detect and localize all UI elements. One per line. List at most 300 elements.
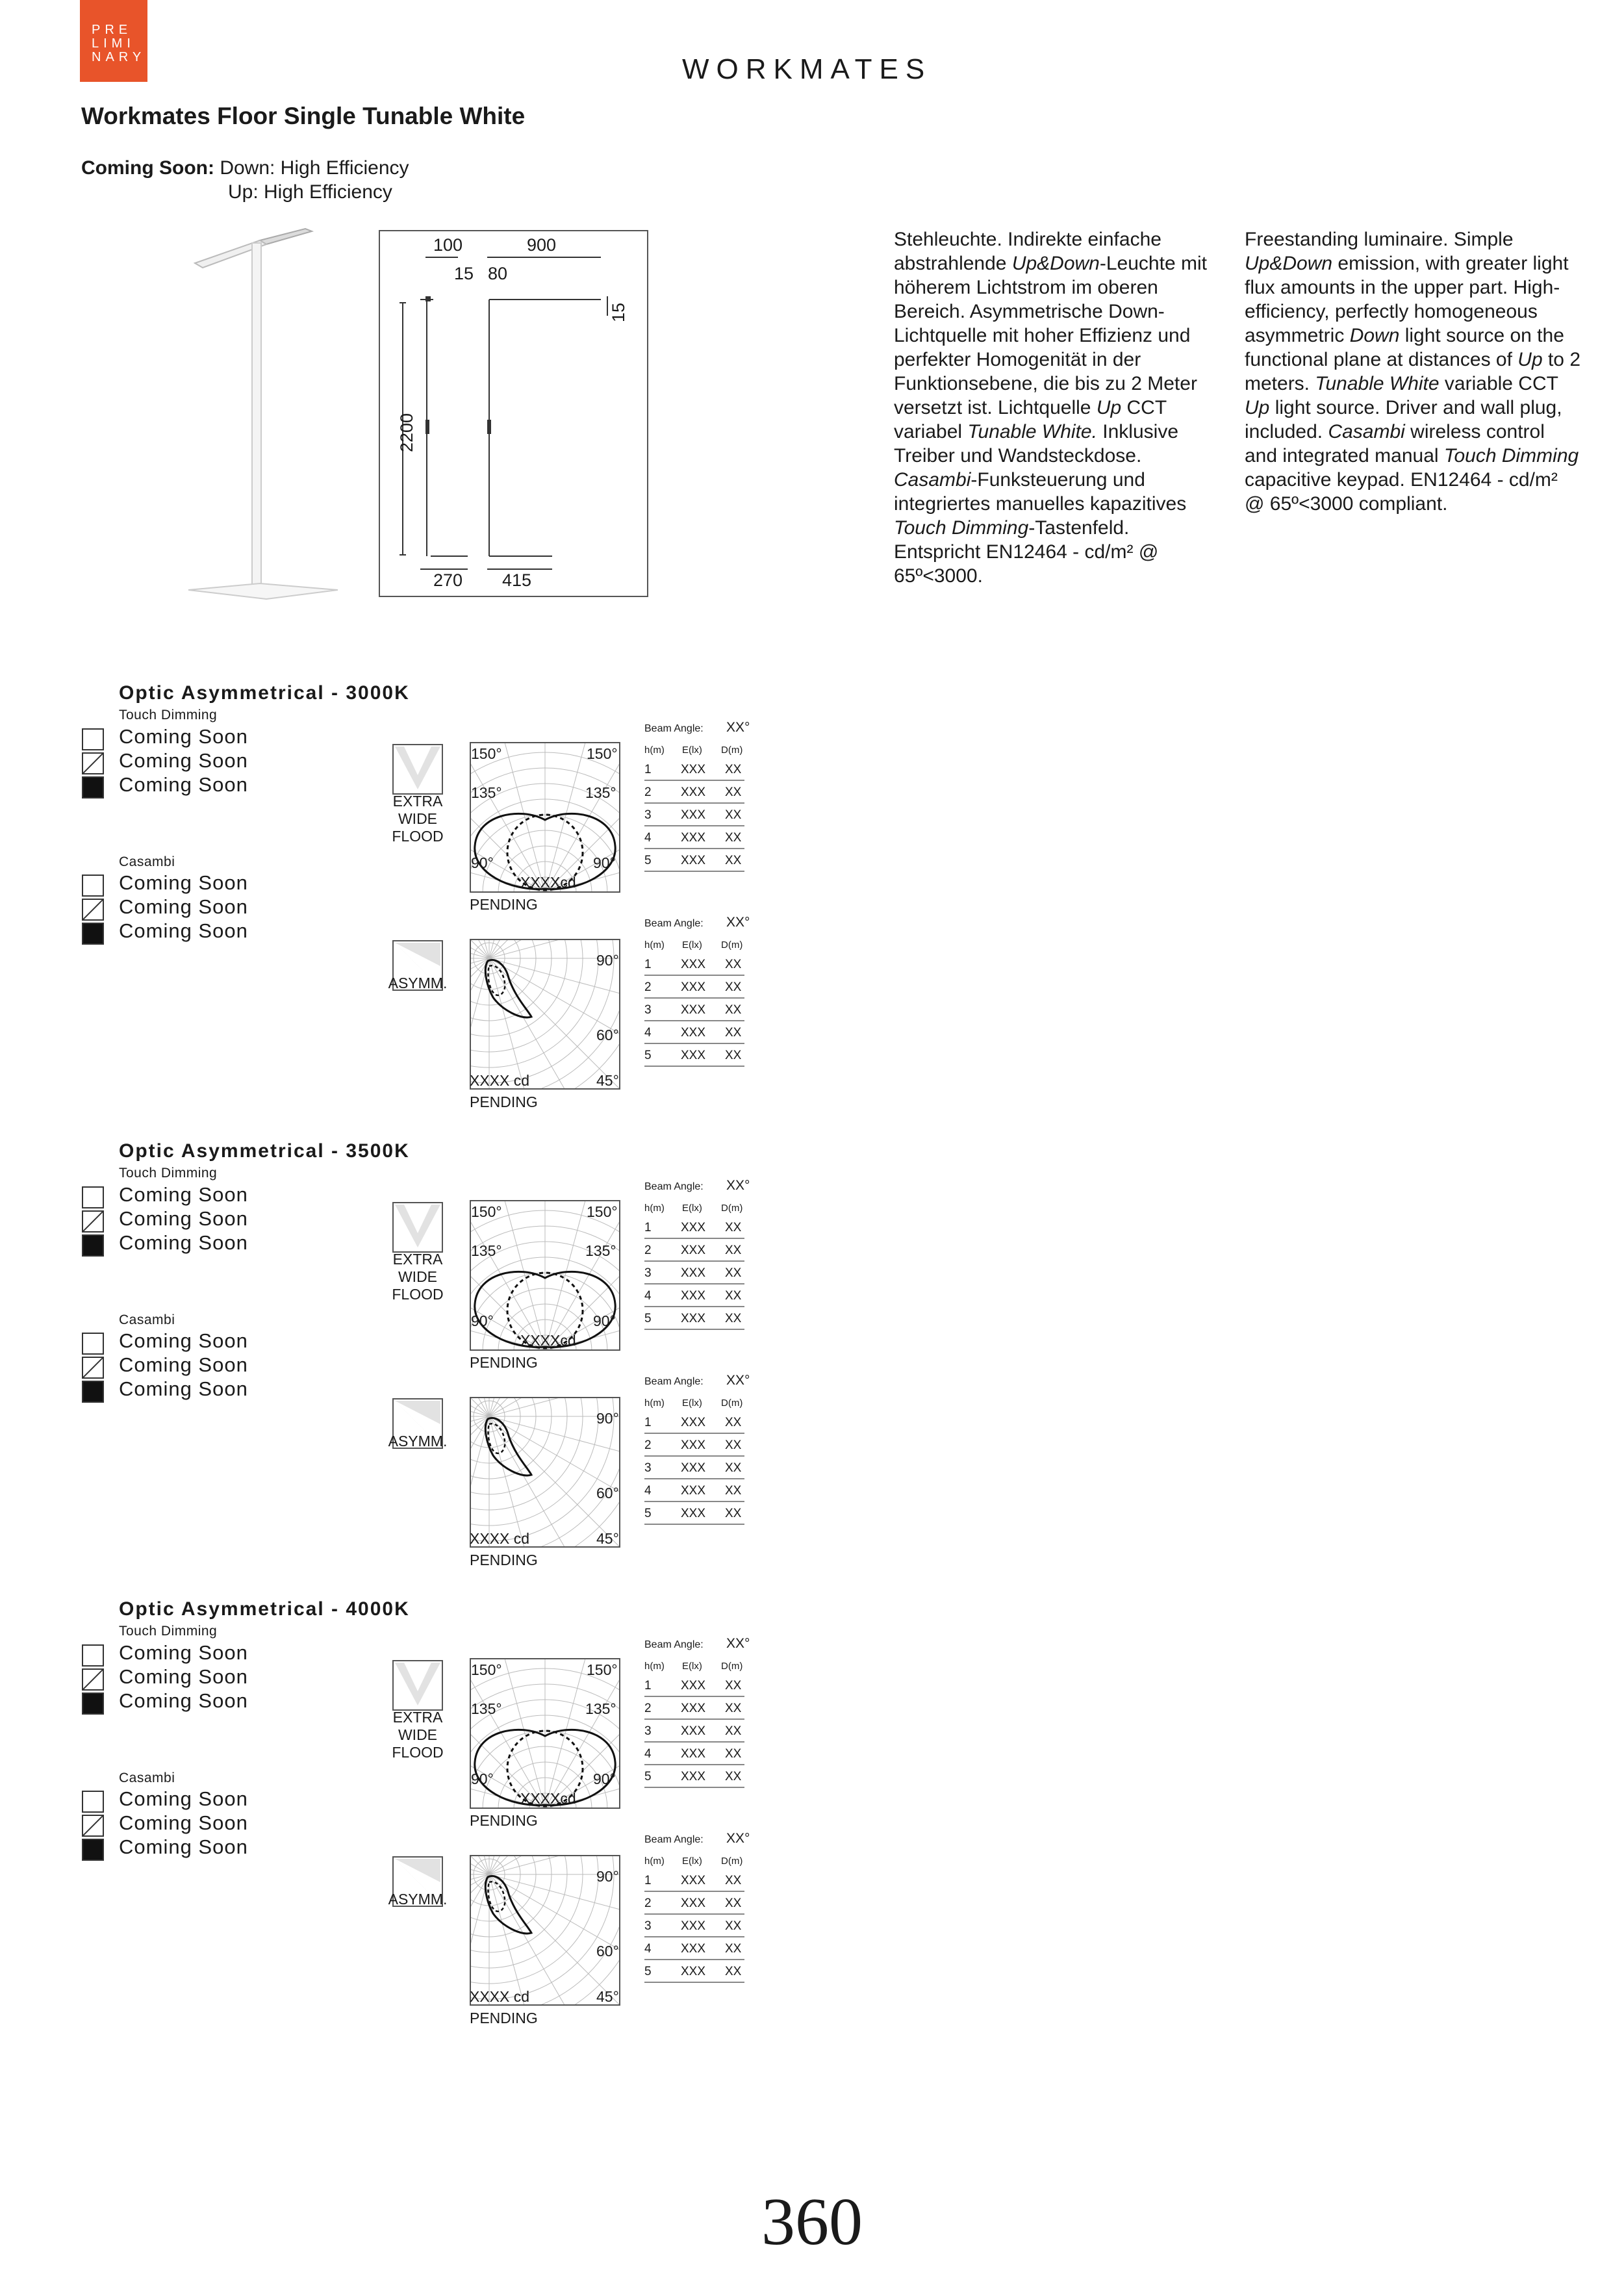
table-cell: 1 bbox=[644, 958, 652, 971]
table-header-cell: D(m) bbox=[721, 1398, 743, 1409]
table-cell: 3 bbox=[644, 1724, 652, 1738]
table-cell: XX bbox=[725, 831, 742, 845]
polar-angle-label: 150° bbox=[587, 745, 618, 762]
description-run: Down bbox=[1349, 325, 1400, 346]
page-title: Workmates Floor Single Tunable White bbox=[81, 103, 526, 129]
table-cell: XXX bbox=[681, 808, 706, 822]
table-cell: XXX bbox=[681, 1770, 706, 1783]
casambi-label: Casambi bbox=[119, 1312, 175, 1327]
table-header-cell: E(lx) bbox=[682, 745, 702, 756]
option-label: Coming Soon bbox=[119, 1787, 248, 1810]
table-row bbox=[644, 1722, 744, 1743]
table-cell: XX bbox=[725, 1484, 742, 1498]
description-run: Stehleuchte. Indirekte einfache bbox=[894, 229, 1161, 250]
page-number: 360 bbox=[761, 2184, 863, 2259]
table-cell: XX bbox=[725, 854, 742, 867]
option-label: Coming Soon bbox=[119, 1353, 248, 1376]
touch-dimming-label: Touch Dimming bbox=[119, 1624, 218, 1639]
polar-angle-label: 60° bbox=[596, 1027, 619, 1043]
option-square-filled bbox=[82, 1381, 104, 1403]
table-header-cell: D(m) bbox=[721, 745, 743, 756]
polar-angle-label: 60° bbox=[596, 1943, 619, 1960]
pending-label: PENDING bbox=[470, 2010, 538, 2026]
polar-angle-label: 135° bbox=[585, 1242, 616, 1259]
coming-soon-up: Up: High Efficiency bbox=[228, 181, 392, 203]
polar-angle-label: 150° bbox=[471, 1203, 502, 1220]
description-run: CCT variabel bbox=[894, 397, 1167, 442]
table-cell: XXX bbox=[681, 1003, 706, 1017]
option-square-filled bbox=[82, 1234, 104, 1257]
table-cell: XXX bbox=[681, 1244, 706, 1257]
coming-soon-label: Coming Soon: bbox=[81, 157, 214, 179]
option-square-empty bbox=[82, 728, 104, 750]
option-square-empty bbox=[82, 1333, 104, 1355]
table-header bbox=[644, 745, 744, 758]
polar-angle-label: 90° bbox=[596, 952, 619, 969]
table-cell: 2 bbox=[644, 980, 652, 994]
table-row bbox=[644, 1894, 744, 1915]
table-cell: 4 bbox=[644, 1484, 652, 1498]
option-label: Coming Soon bbox=[119, 1811, 248, 1834]
pending-label: PENDING bbox=[470, 896, 538, 913]
table-cell: XXX bbox=[681, 1897, 706, 1910]
pending-label: PENDING bbox=[470, 1552, 538, 1568]
description-run: Freestanding luminaire. Simple bbox=[1245, 229, 1514, 250]
table-cell: 1 bbox=[644, 1679, 652, 1693]
candela-label: XXXX cd bbox=[470, 1988, 530, 2005]
description-run: Tunable White. bbox=[967, 421, 1097, 442]
optic-label-line: WIDE bbox=[398, 1268, 438, 1285]
table-row bbox=[644, 1481, 744, 1502]
dimension-drawing bbox=[379, 230, 648, 597]
diagonal-mark bbox=[83, 1358, 103, 1377]
beam-angle-value: XX° bbox=[726, 1831, 750, 1846]
table-row bbox=[644, 828, 744, 849]
candela-label: XXXXcd bbox=[520, 1790, 576, 1807]
diagonal-mark bbox=[83, 900, 103, 919]
option-label: Coming Soon bbox=[119, 773, 248, 796]
option-square-empty bbox=[82, 1791, 104, 1813]
description-run: light source on the functional plane at distances of bbox=[1245, 325, 1564, 370]
description-run: variable CCT bbox=[1439, 373, 1558, 394]
description-run: emission, with greater light flux amounts in the upper part. High-efficiency, perfectly homogeneous asymmetric bbox=[1245, 253, 1569, 346]
table-row bbox=[644, 955, 744, 976]
polar-angle-label: 135° bbox=[585, 1700, 616, 1717]
table-row bbox=[644, 978, 744, 999]
table-cell: 4 bbox=[644, 1289, 652, 1303]
description-german bbox=[894, 227, 1219, 588]
option-label: Coming Soon bbox=[119, 1641, 248, 1664]
table-cell: XX bbox=[725, 1942, 742, 1956]
table-cell: 5 bbox=[644, 1770, 652, 1783]
table-cell: XX bbox=[725, 1679, 742, 1693]
polar-angle-label: 90° bbox=[471, 1770, 494, 1787]
description-run: mit höherem Lichtstrom im oberen Bereich. Asymmetrische Down-Lichtquelle mit hoher Effizienz und perfekter Homogenität in der Funktionsebene, die bis zu 2 Meter versetzt ist. Lichtquelle bbox=[894, 253, 1207, 418]
candela-label: XXXXcd bbox=[520, 874, 576, 891]
table-cell: XX bbox=[725, 1965, 742, 1978]
option-label: Coming Soon bbox=[119, 1207, 248, 1230]
polar-angle-label: 90° bbox=[471, 854, 494, 871]
beam-angle-value: XX° bbox=[726, 1178, 750, 1193]
description-run: -Leuchte bbox=[1099, 253, 1181, 274]
table-header bbox=[644, 1203, 744, 1216]
table-cell: 5 bbox=[644, 1049, 652, 1062]
dim-15-side: 15 bbox=[609, 302, 628, 322]
diagonal-mark bbox=[83, 1212, 103, 1231]
table-cell: XX bbox=[725, 1770, 742, 1783]
dim-900: 900 bbox=[527, 235, 557, 255]
dim-270: 270 bbox=[433, 570, 463, 590]
description-run: Up bbox=[1517, 349, 1543, 370]
option-square-empty bbox=[82, 1644, 104, 1667]
table-row bbox=[644, 1309, 744, 1330]
table-cell: XXX bbox=[681, 1679, 706, 1693]
table-header-cell: E(lx) bbox=[682, 1661, 702, 1672]
polar-angle-label: 90° bbox=[596, 1410, 619, 1427]
option-square-diagonal bbox=[82, 752, 104, 774]
table-cell: XX bbox=[725, 1702, 742, 1715]
option-square-diagonal bbox=[82, 899, 104, 921]
beam-angle-label: Beam Angle: bbox=[644, 1639, 704, 1650]
touch-dimming-label: Touch Dimming bbox=[119, 1166, 218, 1181]
candela-label: XXXX cd bbox=[470, 1530, 530, 1547]
table-cell: 4 bbox=[644, 831, 652, 845]
beam-angle-label: Beam Angle: bbox=[644, 1181, 704, 1192]
option-label: Coming Soon bbox=[119, 1231, 248, 1254]
table-cell: 4 bbox=[644, 1747, 652, 1761]
table-cell: 3 bbox=[644, 808, 652, 822]
beam-angle-value: XX° bbox=[726, 1636, 750, 1651]
table-cell: XXX bbox=[681, 786, 706, 799]
preliminary-badge bbox=[80, 0, 147, 82]
description-run: Tunable White bbox=[1315, 373, 1440, 394]
asymm-label: ASYMM. bbox=[388, 1433, 448, 1450]
description-english bbox=[1245, 227, 1582, 516]
table-cell: XX bbox=[725, 1244, 742, 1257]
dimension-lines bbox=[380, 231, 647, 596]
table-row bbox=[644, 1871, 744, 1892]
description-run: wireless control and integrated manual bbox=[1245, 421, 1545, 466]
table-row bbox=[644, 1939, 744, 1960]
table-cell: 2 bbox=[644, 1702, 652, 1715]
description-run: Touch Dimming bbox=[1443, 445, 1579, 466]
table-cell: XXX bbox=[681, 1942, 706, 1956]
table-header-cell: D(m) bbox=[721, 939, 743, 951]
diagonal-mark bbox=[83, 754, 103, 773]
table-cell: XX bbox=[725, 1919, 742, 1933]
table-cell: XX bbox=[725, 763, 742, 776]
optic-label-line: EXTRA bbox=[392, 1251, 443, 1268]
polar-angle-label: 150° bbox=[587, 1661, 618, 1678]
table-cell: XXX bbox=[681, 831, 706, 845]
table-cell: XXX bbox=[681, 1724, 706, 1738]
touch-dimming-label: Touch Dimming bbox=[119, 708, 218, 722]
table-cell: XX bbox=[725, 1266, 742, 1280]
table-cell: XX bbox=[725, 1897, 742, 1910]
table-row bbox=[644, 1046, 744, 1067]
table-cell: XX bbox=[725, 786, 742, 799]
table-cell: XX bbox=[725, 808, 742, 822]
asymm-label: ASYMM. bbox=[388, 975, 448, 991]
table-row bbox=[644, 1962, 744, 1983]
optic-label-line: WIDE bbox=[398, 810, 438, 827]
polar-angle-label: 45° bbox=[596, 1988, 619, 2005]
asymm-label: ASYMM. bbox=[388, 1891, 448, 1908]
dim-415: 415 bbox=[502, 570, 532, 590]
table-header-cell: h(m) bbox=[644, 1856, 665, 1867]
table-header-cell: E(lx) bbox=[682, 939, 702, 951]
beam-angle-value: XX° bbox=[726, 720, 750, 735]
description-run: Up&Down bbox=[1011, 253, 1100, 274]
pending-label: PENDING bbox=[470, 1093, 538, 1110]
table-header-cell: D(m) bbox=[721, 1661, 743, 1672]
option-square-filled bbox=[82, 1693, 104, 1715]
table-cell: 3 bbox=[644, 1003, 652, 1017]
description-run: Up bbox=[1096, 397, 1122, 418]
beam-angle-label: Beam Angle: bbox=[644, 723, 704, 734]
table-header bbox=[644, 1398, 744, 1411]
table-cell: XX bbox=[725, 958, 742, 971]
polar-angle-label: 60° bbox=[596, 1485, 619, 1501]
table-header bbox=[644, 1661, 744, 1674]
table-cell: XXX bbox=[681, 1874, 706, 1887]
table-cell: XX bbox=[725, 1221, 742, 1234]
option-label: Coming Soon bbox=[119, 895, 248, 918]
option-square-diagonal bbox=[82, 1668, 104, 1691]
description-run: -Tastenfeld. Entspricht EN12464 - cd/m² @ 65º<3000. bbox=[894, 517, 1159, 587]
dim-80: 80 bbox=[488, 264, 508, 283]
table-row bbox=[644, 1676, 744, 1697]
table-cell: XXX bbox=[681, 1919, 706, 1933]
table-header-cell: h(m) bbox=[644, 1203, 665, 1214]
table-cell: XX bbox=[725, 1747, 742, 1761]
table-row bbox=[644, 1413, 744, 1434]
section-title: Optic Asymmetrical - 4000K bbox=[119, 1598, 410, 1620]
optic-label-line: WIDE bbox=[398, 1726, 438, 1743]
polar-angle-label: 90° bbox=[593, 854, 616, 871]
table-cell: XX bbox=[725, 1416, 742, 1429]
table-cell: XXX bbox=[681, 1747, 706, 1761]
table-row bbox=[644, 1436, 744, 1457]
table-cell: XXX bbox=[681, 1416, 706, 1429]
table-cell: 5 bbox=[644, 1312, 652, 1325]
description-run: -Funksteuerung und integriertes manuelles kapazitives bbox=[894, 469, 1187, 515]
table-row bbox=[644, 760, 744, 781]
option-square-filled bbox=[82, 776, 104, 798]
table-cell: XX bbox=[725, 1724, 742, 1738]
table-cell: 3 bbox=[644, 1461, 652, 1475]
description-run: Casambi bbox=[1328, 421, 1405, 442]
description-run: capacitive keypad. EN12464 - cd/m² @ 65º<3000 compliant. bbox=[1245, 469, 1558, 515]
section-title: Optic Asymmetrical - 3500K bbox=[119, 1140, 410, 1162]
dim-100: 100 bbox=[433, 235, 463, 255]
table-header bbox=[644, 939, 744, 952]
table-cell: 1 bbox=[644, 1221, 652, 1234]
polar-angle-label: 45° bbox=[596, 1530, 619, 1547]
coming-soon-down: Down: High Efficiency bbox=[220, 157, 409, 179]
table-cell: XX bbox=[725, 1026, 742, 1040]
table-header-cell: D(m) bbox=[721, 1203, 743, 1214]
description-run: light source. Driver and wall plug, included. bbox=[1245, 397, 1562, 442]
table-cell: XXX bbox=[681, 1461, 706, 1475]
table-header-cell: E(lx) bbox=[682, 1203, 702, 1214]
extra-wide-flood-label bbox=[382, 1709, 453, 1761]
optic-label-line: FLOOD bbox=[392, 1286, 444, 1303]
polar-angle-label: 150° bbox=[471, 1661, 502, 1678]
table-cell: 3 bbox=[644, 1266, 652, 1280]
option-square-diagonal bbox=[82, 1815, 104, 1837]
beam-angle-value: XX° bbox=[726, 915, 750, 930]
table-cell: XXX bbox=[681, 854, 706, 867]
table-cell: XXX bbox=[681, 1484, 706, 1498]
table-cell: XXX bbox=[681, 1438, 706, 1452]
polar-angle-label: 90° bbox=[596, 1868, 619, 1885]
badge-line-1: PRE bbox=[92, 23, 133, 37]
option-label: Coming Soon bbox=[119, 871, 248, 894]
candela-label: XXXX cd bbox=[470, 1072, 530, 1089]
table-cell: XXX bbox=[681, 958, 706, 971]
polar-angle-label: 45° bbox=[596, 1072, 619, 1089]
badge-line-2: LIMI bbox=[92, 36, 135, 51]
table-cell: XX bbox=[725, 1003, 742, 1017]
table-row bbox=[644, 1744, 744, 1765]
option-label: Coming Soon bbox=[119, 1183, 248, 1206]
table-row bbox=[644, 806, 744, 826]
table-cell: 1 bbox=[644, 763, 652, 776]
description-run: Up&Down bbox=[1245, 253, 1333, 274]
table-cell: 5 bbox=[644, 1507, 652, 1520]
pending-label: PENDING bbox=[470, 1354, 538, 1371]
option-label: Coming Soon bbox=[119, 749, 248, 772]
table-cell: XXX bbox=[681, 763, 706, 776]
beam-angle-label: Beam Angle: bbox=[644, 918, 704, 929]
polar-angle-label: 90° bbox=[593, 1770, 616, 1787]
option-label: Coming Soon bbox=[119, 1329, 248, 1352]
table-cell: XXX bbox=[681, 1221, 706, 1234]
polar-angle-label: 150° bbox=[471, 745, 502, 762]
table-cell: 4 bbox=[644, 1026, 652, 1040]
extra-wide-flood-icon bbox=[392, 744, 443, 795]
optic-label-line: EXTRA bbox=[392, 1709, 443, 1726]
table-cell: XXX bbox=[681, 1507, 706, 1520]
table-row bbox=[644, 1218, 744, 1239]
polar-angle-label: 90° bbox=[471, 1312, 494, 1329]
table-cell: XX bbox=[725, 980, 742, 994]
extra-wide-flood-icon bbox=[392, 1660, 443, 1711]
badge-line-3: NARY bbox=[92, 50, 146, 64]
description-run: abstrahlende bbox=[894, 253, 1012, 274]
pending-label: PENDING bbox=[470, 1812, 538, 1829]
table-row bbox=[644, 1504, 744, 1525]
description-run: Inklusive Treiber und Wandsteckdose. bbox=[894, 421, 1179, 466]
description-run: Touch Dimming bbox=[894, 517, 1029, 539]
extra-wide-flood-icon bbox=[392, 1202, 443, 1253]
option-square-empty bbox=[82, 875, 104, 897]
table-row bbox=[644, 1023, 744, 1044]
table-row bbox=[644, 1001, 744, 1021]
table-row bbox=[644, 1699, 744, 1720]
casambi-label: Casambi bbox=[119, 854, 175, 869]
table-cell: 2 bbox=[644, 1438, 652, 1452]
table-cell: 1 bbox=[644, 1874, 652, 1887]
table-cell: 5 bbox=[644, 854, 652, 867]
polar-angle-label: 150° bbox=[587, 1203, 618, 1220]
table-row bbox=[644, 783, 744, 804]
description-run: Casambi bbox=[894, 469, 971, 491]
table-cell: XX bbox=[725, 1874, 742, 1887]
table-header-cell: h(m) bbox=[644, 745, 665, 756]
table-cell: XXX bbox=[681, 980, 706, 994]
table-header bbox=[644, 1856, 744, 1869]
table-cell: 2 bbox=[644, 1897, 652, 1910]
lamp-illustration bbox=[175, 221, 357, 611]
option-label: Coming Soon bbox=[119, 1835, 248, 1858]
table-cell: 2 bbox=[644, 786, 652, 799]
table-cell: XXX bbox=[681, 1049, 706, 1062]
table-cell: XXX bbox=[681, 1702, 706, 1715]
table-cell: XX bbox=[725, 1461, 742, 1475]
option-label: Coming Soon bbox=[119, 1377, 248, 1400]
table-header-cell: E(lx) bbox=[682, 1398, 702, 1409]
table-cell: XXX bbox=[681, 1965, 706, 1978]
polar-angle-label: 135° bbox=[471, 1700, 502, 1717]
table-header-cell: D(m) bbox=[721, 1856, 743, 1867]
diagonal-mark bbox=[83, 1816, 103, 1835]
diagonal-mark bbox=[83, 1670, 103, 1689]
beam-angle-value: XX° bbox=[726, 1373, 750, 1388]
option-label: Coming Soon bbox=[119, 1689, 248, 1712]
table-row bbox=[644, 1264, 744, 1284]
option-square-empty bbox=[82, 1186, 104, 1208]
table-cell: XX bbox=[725, 1507, 742, 1520]
dim-2200: 2200 bbox=[397, 413, 416, 452]
dim-15-top: 15 bbox=[454, 264, 474, 283]
polar-angle-label: 135° bbox=[585, 784, 616, 801]
optic-label-line: FLOOD bbox=[392, 828, 444, 845]
extra-wide-flood-label bbox=[382, 1251, 453, 1303]
table-cell: XXX bbox=[681, 1312, 706, 1325]
option-square-diagonal bbox=[82, 1357, 104, 1379]
option-square-diagonal bbox=[82, 1210, 104, 1233]
option-label: Coming Soon bbox=[119, 1665, 248, 1688]
casambi-label: Casambi bbox=[119, 1770, 175, 1785]
table-header-cell: h(m) bbox=[644, 1661, 665, 1672]
table-cell: XXX bbox=[681, 1266, 706, 1280]
table-row bbox=[644, 1767, 744, 1788]
table-header-cell: h(m) bbox=[644, 939, 665, 951]
table-row bbox=[644, 1459, 744, 1479]
table-cell: 5 bbox=[644, 1965, 652, 1978]
table-cell: 3 bbox=[644, 1919, 652, 1933]
table-row bbox=[644, 1917, 744, 1937]
polar-angle-label: 90° bbox=[593, 1312, 616, 1329]
brand-title: WORKMATES bbox=[682, 53, 932, 85]
table-cell: XXX bbox=[681, 1026, 706, 1040]
extra-wide-flood-label bbox=[382, 793, 453, 845]
table-cell: XX bbox=[725, 1289, 742, 1303]
table-row bbox=[644, 1241, 744, 1262]
candela-label: XXXXcd bbox=[520, 1332, 576, 1349]
description-run: to 2 meters. bbox=[1245, 349, 1581, 394]
table-header-cell: E(lx) bbox=[682, 1856, 702, 1867]
table-header-cell: h(m) bbox=[644, 1398, 665, 1409]
option-square-filled bbox=[82, 1839, 104, 1861]
table-cell: 2 bbox=[644, 1244, 652, 1257]
table-cell: XX bbox=[725, 1312, 742, 1325]
option-square-filled bbox=[82, 923, 104, 945]
table-cell: XX bbox=[725, 1049, 742, 1062]
option-label: Coming Soon bbox=[119, 725, 248, 748]
